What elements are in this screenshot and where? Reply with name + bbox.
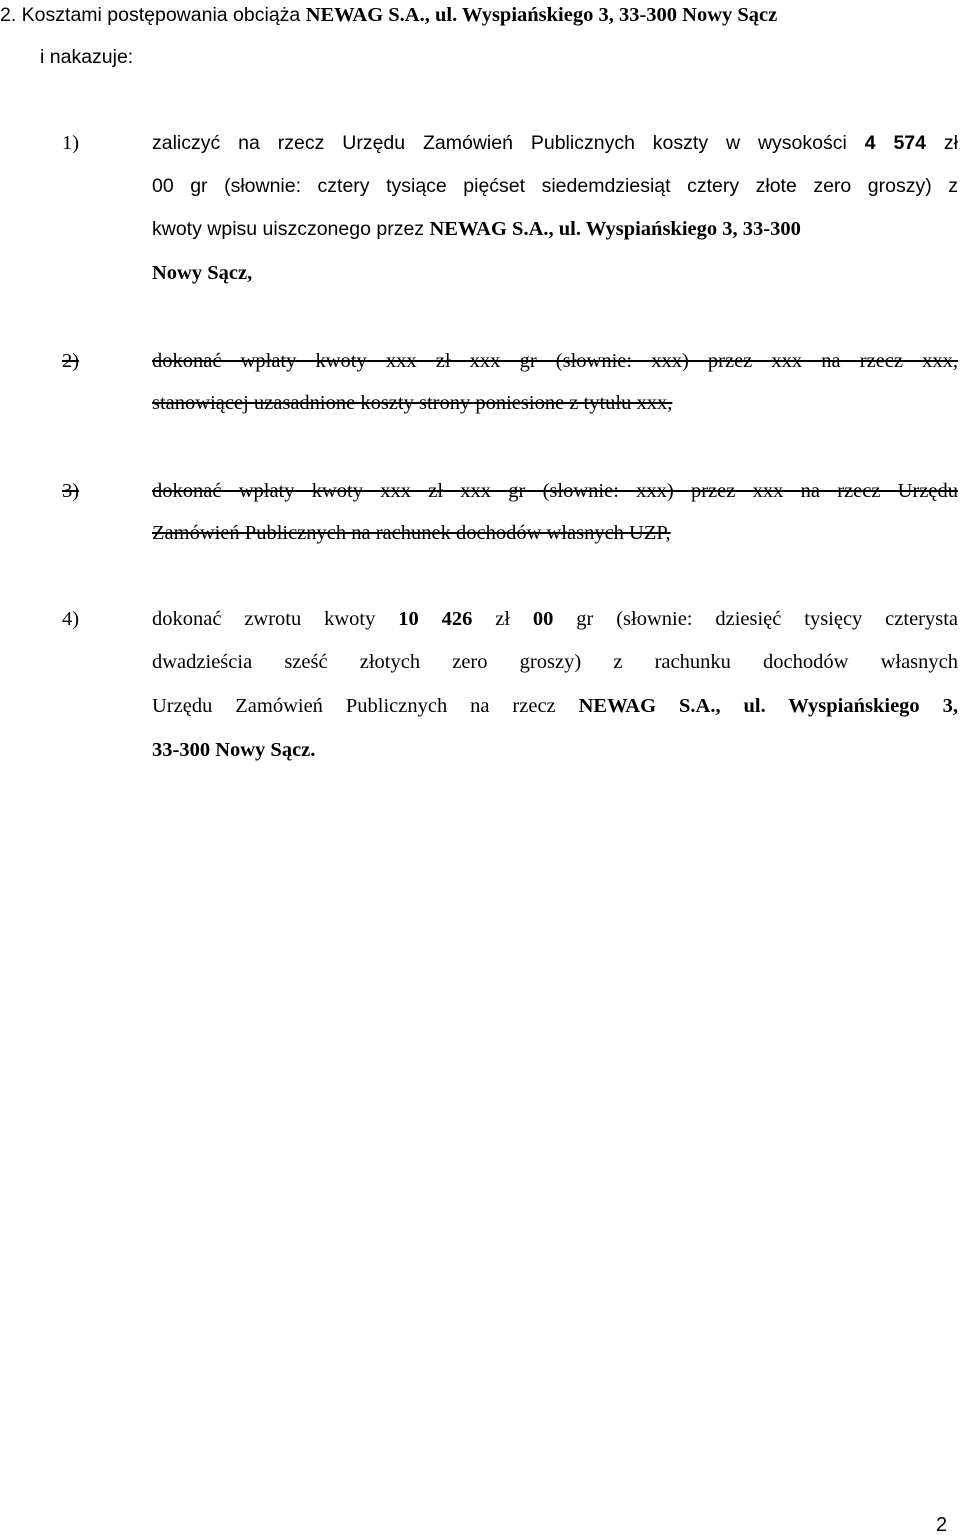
item-1-line-2: 00 gr (słownie: cztery tysiące pięćset siedemdziesiąt cztery złote zero groszy) z bbox=[152, 175, 958, 197]
item-4-number: 4) bbox=[62, 608, 80, 630]
item-4-line-4: 33-300 Nowy Sącz. bbox=[152, 739, 316, 761]
item-4-line-1: dokonać zwrotu kwoty 10 426 zł 00 gr (słownie: dziesięć tysięcy czterysta bbox=[152, 608, 959, 630]
item-1-line-1: zaliczyć na rzecz Urzędu Zamówień Publicznych koszty w wysokości 4 574 zł bbox=[152, 132, 958, 154]
heading-party: NEWAG S.A., ul. Wyspiańskiego 3, 33-300 Nowy Sącz bbox=[305, 4, 778, 26]
item-2-line-1: dokonać wpłaty kwoty xxx zł xxx gr (słownie: xxx) przez xxx na rzecz xxx, bbox=[152, 350, 958, 372]
item-3-line-1: dokonać wpłaty kwoty xxx zł xxx gr (słownie: xxx) przez xxx na rzecz Urzędu bbox=[152, 480, 958, 502]
item-2-line-2: stanowiącej uzasadnione koszty strony poniesione z tytułu xxx, bbox=[152, 392, 673, 414]
item-2-number: 2) bbox=[62, 350, 80, 372]
heading-line-2: i nakazuje: bbox=[40, 46, 134, 68]
item-3-number: 3) bbox=[62, 480, 80, 502]
item-1-line-4: Nowy Sącz, bbox=[152, 262, 253, 284]
heading-line bbox=[0, 3, 777, 27]
item-3-line-2: Zamówień Publicznych na rachunek dochodów własnych UZP, bbox=[152, 522, 671, 544]
item-4-line-2: dwadzieścia sześć złotych zero groszy) z rachunku dochodów własnych bbox=[152, 651, 958, 673]
item-1-number: 1) bbox=[62, 132, 80, 154]
item-4-line-3: Urzędu Zamówień Publicznych na rzecz NEWAG S.A., ul. Wyspiańskiego 3, bbox=[152, 695, 958, 717]
page-number: 2 bbox=[936, 1514, 948, 1536]
item-1-line-3: kwoty wpisu uiszczonego przez NEWAG S.A., ul. Wyspiańskiego 3, 33-300 bbox=[152, 218, 801, 240]
heading-text: 2. Kosztami postępowania obciąża bbox=[0, 4, 306, 26]
